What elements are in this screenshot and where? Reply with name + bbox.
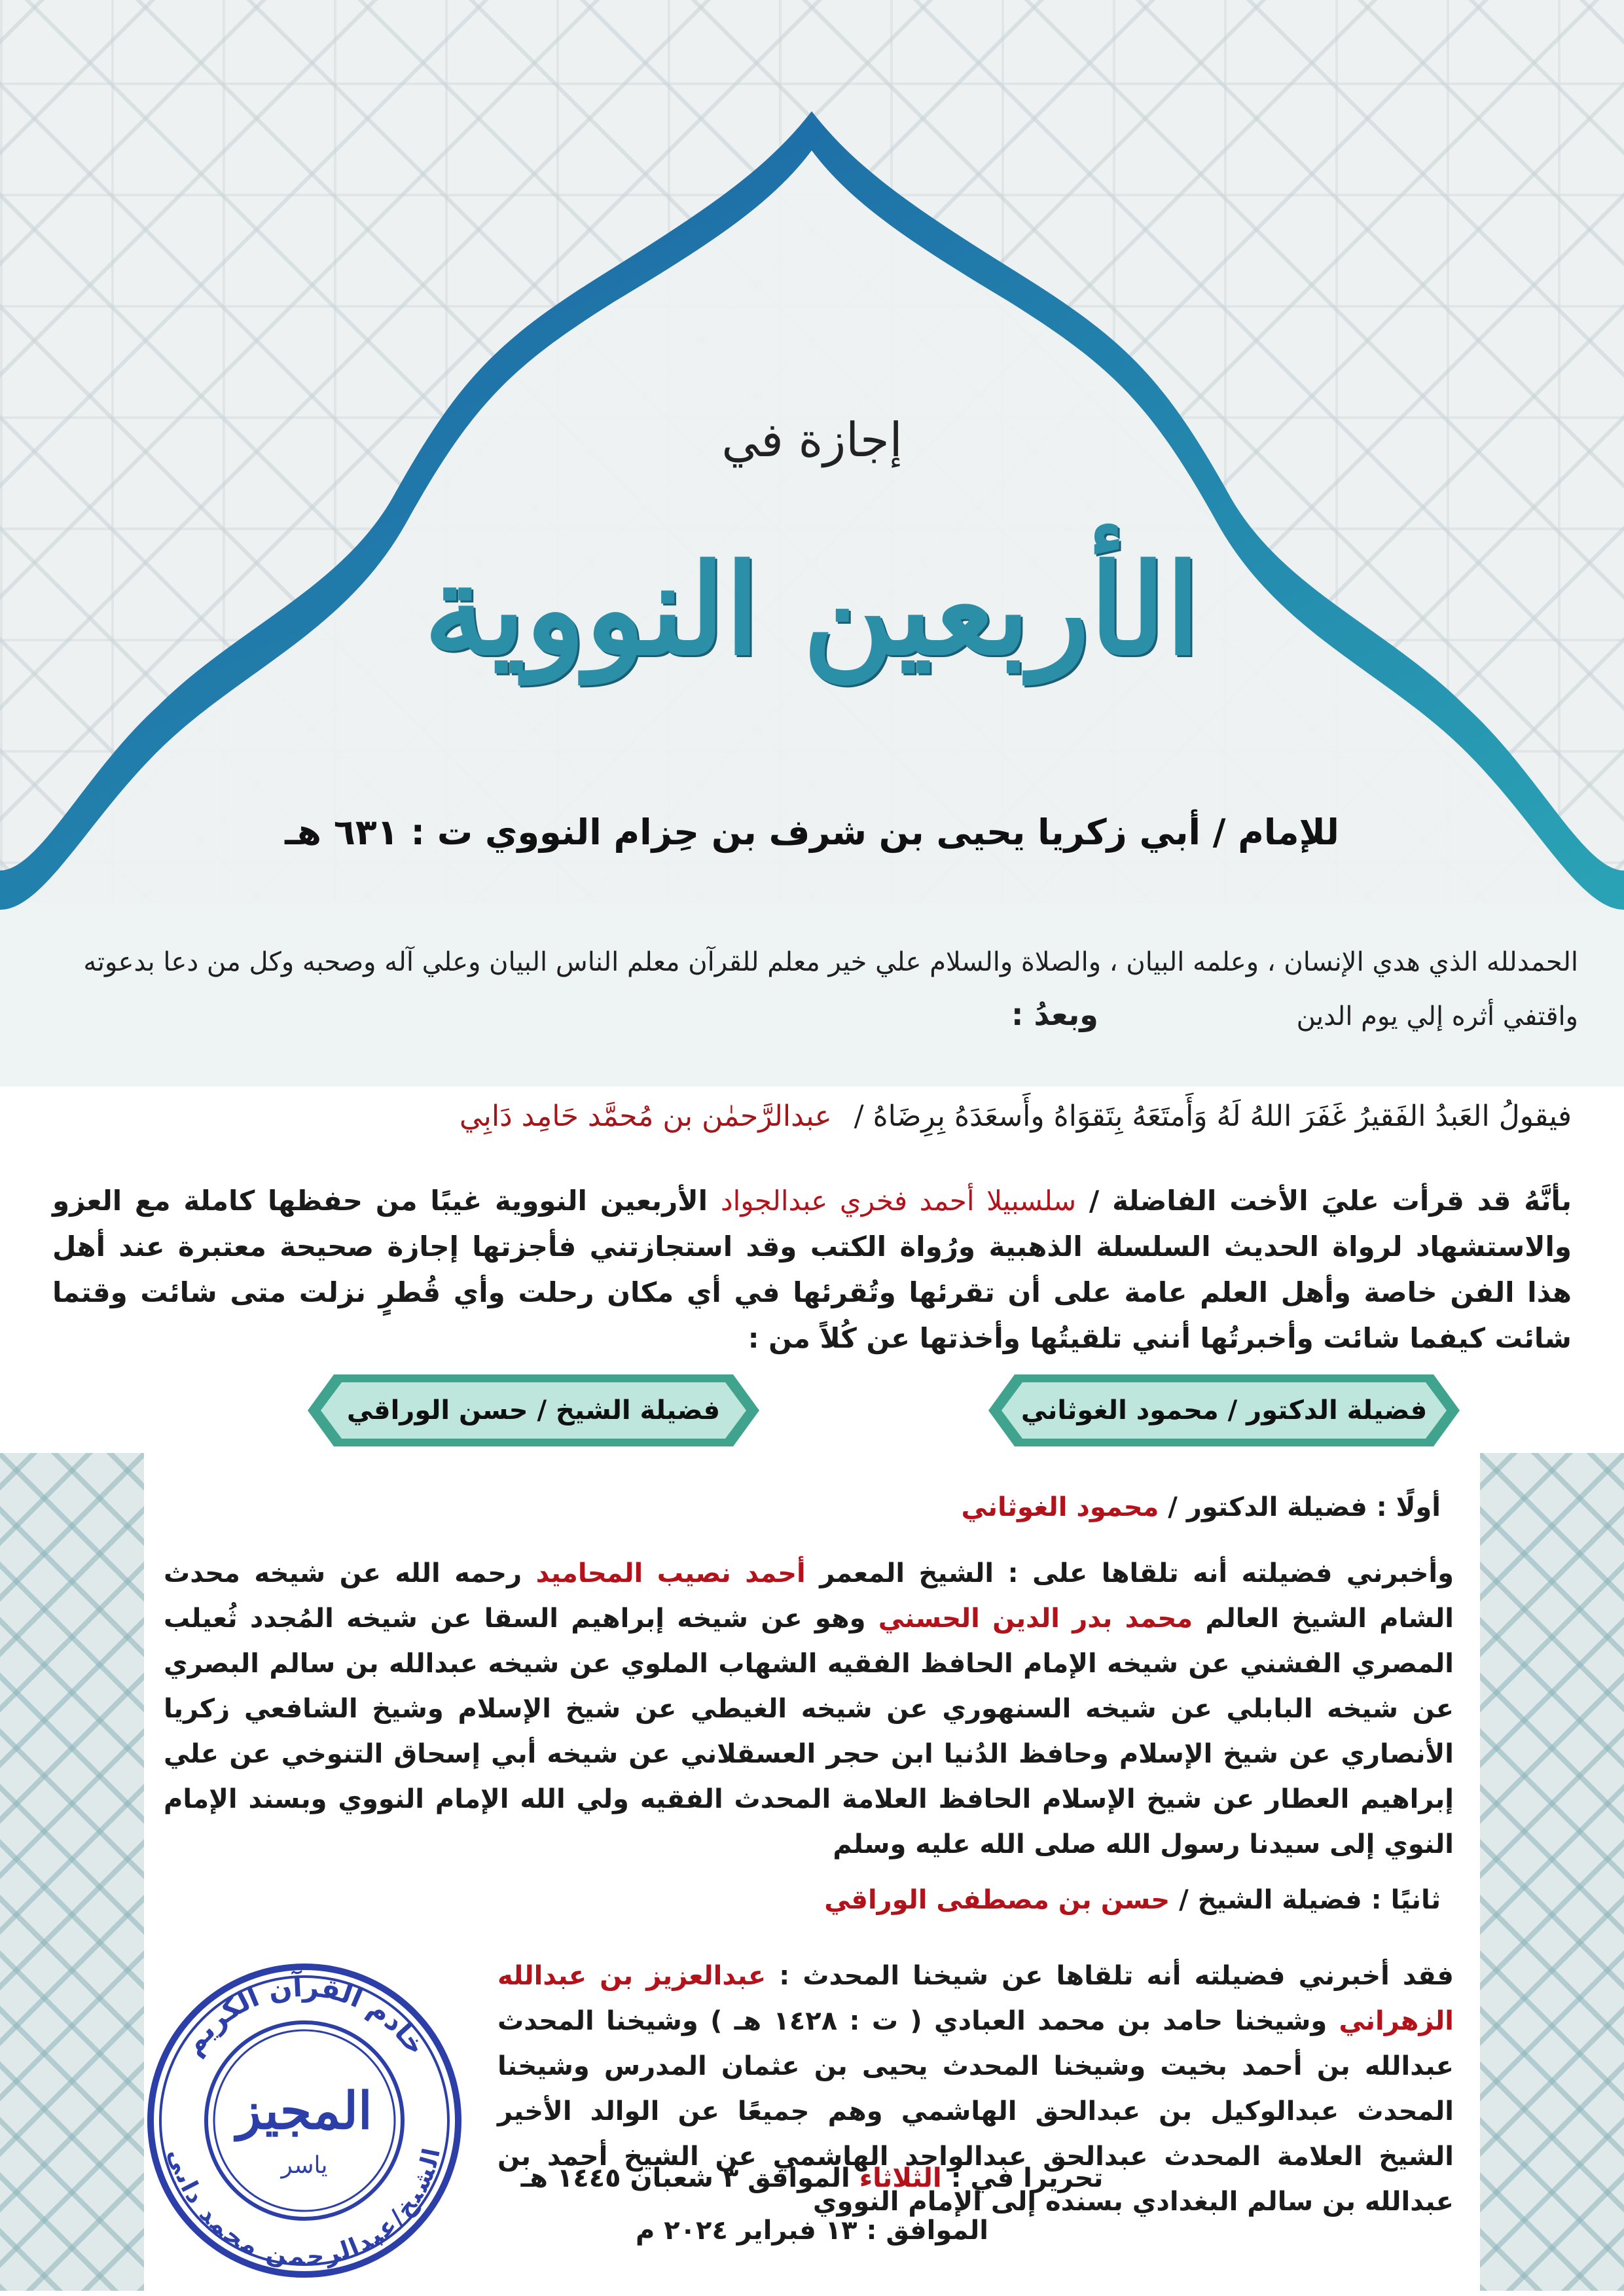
student-name: سلسبيلا أحمد فخري عبدالجواد	[720, 1185, 1077, 1217]
svg-text:خادم القرآن الكريم	[176, 1970, 433, 2061]
chain2-name-1: عبدالعزيز بن عبدالله الزهراني	[497, 1961, 1454, 2036]
chain1-part-3: وهو عن شيخه إبراهيم السقا عن شيخه المُجدد ثُعيلب المصري الفشني عن شيخه الإمام الحافظ الفقيه الشهاب الملوي عن شيخه عبدالله بن سالم البصري عن شيخه البابلي عن شيخه السنهوري عن شيخه الغيطي عن شيخ الإسلام وشيخ الشافعي زكريا الأنصاري عن شيخ الإسلام وحافظ الدُنيا ابن حجر العسقلاني عن شيخه أبي إسحاق التنوخي عن علي إبراهيم العطار عن شيخ الإسلام الحافظ العلامة المحدث الفقيه ولي الله الإمام النووي وبسند الإمام النوي إلى سيدنا رسول الله صلى الله عليه وسلم	[164, 1604, 1454, 1859]
stamp-bottom-text: الشيخ/عبدالرحمن محمد دابي	[162, 2145, 446, 2271]
section-1-chain	[164, 1551, 1454, 1867]
stamp-top-text: خادم القرآن الكريم	[176, 1970, 433, 2061]
statement-text: فيقولُ العَبدُ الفَقيرُ غَفَرَ اللهُ لَهُ وَأَمتَعَهُ بِتَقوَاهُ وأَسعَدَهُ بِرِضَاهُ /	[854, 1100, 1572, 1133]
weekday: الثلاثاء	[859, 2163, 942, 2193]
ribbon-teacher-2	[308, 1368, 759, 1453]
para1-before: بأنَّهُ قد قرأت عليَ الأخت الفاضلة /	[1089, 1185, 1572, 1217]
section-1-teacher: محمود الغوثاني	[961, 1492, 1159, 1522]
intro-line-2: واقتفي أثره إلي يوم الدين	[1296, 1001, 1578, 1031]
author-line: للإمام / أبي زكريا يحيى بن شرف بن حِزام النووي ت : ٦٣١ هـ	[285, 812, 1339, 853]
para1-after: الأربعين النووية غيبًا من حفظها كاملة مع العزو والاستشهاد لرواة الحديث السلسلة الذهبية ورُواة الكتب وقد استجازتني فأجزتها إجازة صحيحة معتبرة عند أهل هذا الفن خاصة وأهل العلم عامة على أن تقرئها وتُقرئها في أي مكان رحلت وأي قُطرٍ نزلت متى شائت وقتما شائت كيفما شائت وأخبرتُها أنني تلقيتُها وأخذتها عن كُلاً من :	[52, 1185, 1572, 1354]
statement-line	[52, 1100, 1572, 1133]
chain1-part-2: رحمه الله عن شيخه محدث الشام الشيخ العالم	[164, 1558, 1454, 1634]
ribbon-teacher-1-label: فضيلة الدكتور / محمود الغوثاني	[1020, 1395, 1428, 1426]
section-2-teacher: حسن بن مصطفى الوراقي	[824, 1885, 1170, 1915]
chain1-name-2: محمد بدر الدين الحسني	[878, 1604, 1193, 1634]
chain1-part-1: وأخبرني فضيلته أنه تلقاها على : الشيخ المعمر	[820, 1558, 1454, 1588]
document-title: الأربعين النووية	[424, 537, 1200, 683]
written-date-line	[0, 2163, 1624, 2193]
chain2-part-2: وشيخنا حامد بن محمد العبادي ( ت : ١٤٢٨ هـ ) وشيخنا المحدث عبدالله بن أحمد بخيت وشيخنا المحدث يحيى بن عثمان المدرس وشيخنا المحدث عبدالوكيل بن عبدالحق الهاشمي وهم جميعًا عن الوالد الأخير الشيخ العلامة المحدث عبدالحق عبدالواحد الهاشمي عن الشيخ أحمد بن عبدالله بن سالم البغدادي بسنده إلى الإمام النووي	[497, 2006, 1454, 2217]
chain1-name-1: أحمد نصيب المحاميد	[535, 1558, 806, 1588]
gregorian-date: الموافق : ١٣ فبراير ٢٠٢٤ م	[635, 2215, 989, 2246]
section-2-heading	[824, 1885, 1441, 1915]
stamp-center-text: المجيز	[236, 2081, 372, 2141]
stamp-center-sub: ياسر	[281, 2152, 328, 2179]
section-1-heading	[961, 1492, 1441, 1522]
section-1-prefix: أولًا : فضيلة الدكتور /	[1168, 1492, 1441, 1522]
intro-line-1: الحمدلله الذي هدي الإنسان ، وعلمه البيان ، والصلاة والسلام علي خير معلم للقرآن معلم الناس البيان وعلي آله وصحبه وكل من دعا بدعوته	[83, 947, 1578, 977]
written-prefix: تحريرا في :	[950, 2163, 1104, 2193]
signer-name: عبدالرَّحمٰن بن مُحمَّد حَامِد دَابِي	[459, 1100, 832, 1133]
hijri-date: الموافق ٣ شعبان ١٤٤٥ هـ	[520, 2163, 850, 2193]
ijaza-in-text: إجازة في	[721, 412, 903, 467]
section-2-prefix: ثانيًا : فضيلة الشيخ /	[1179, 1885, 1441, 1915]
chain2-part-1: فقد أخبرني فضيلته أنه تلقاها عن شيخنا المحدث :	[779, 1961, 1454, 1991]
ribbon-teacher-1	[988, 1368, 1460, 1453]
ribbon-teacher-2-label: فضيلة الشيخ / حسن الوراقي	[346, 1395, 721, 1426]
ba3d-heading: وبعدُ :	[1011, 997, 1098, 1032]
intro-paragraph	[46, 936, 1578, 1043]
ijaza-paragraph	[52, 1178, 1572, 1361]
